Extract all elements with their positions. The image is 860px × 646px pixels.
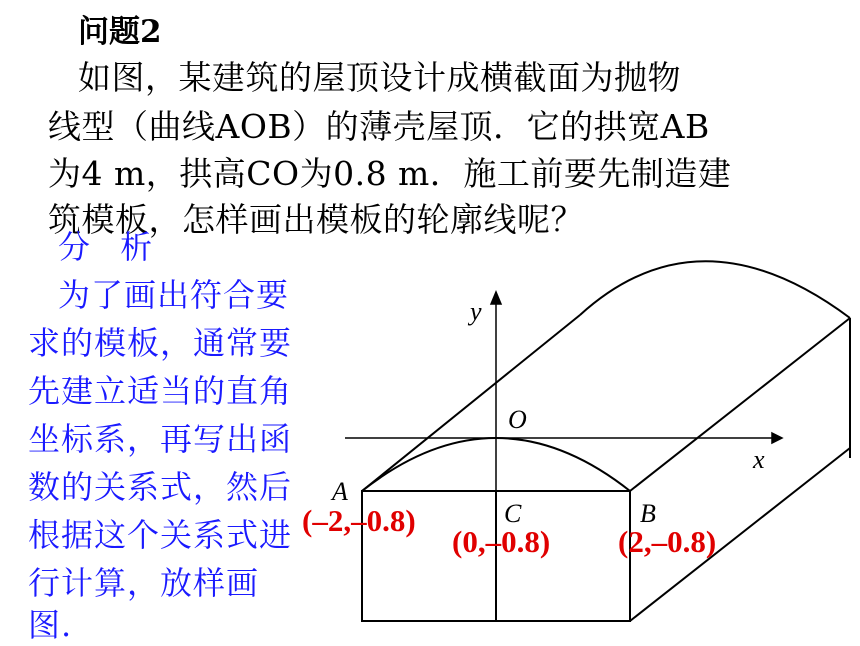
point-label-c: C xyxy=(504,499,522,528)
axis-label-x: x xyxy=(753,445,765,474)
analysis-line-7: 行计算，放样画 xyxy=(28,564,260,602)
analysis-line-4: 坐标系，再写出函 xyxy=(28,420,293,458)
analysis-line-5: 数的关系式，然后 xyxy=(28,468,293,506)
analysis-line-2: 求的模板，通常要 xyxy=(28,324,293,362)
analysis-line-8: 图. xyxy=(28,606,73,644)
analysis-line-3: 先建立适当的直角 xyxy=(28,372,293,410)
analysis-line-1: 为了画出符合要 xyxy=(58,276,290,314)
question-line-4: 筑模板，怎样画出模板的轮廓线呢？ xyxy=(48,200,584,239)
y-axis-arrow xyxy=(491,292,501,304)
analysis-line-6: 根据这个关系式进 xyxy=(28,516,293,554)
point-label-b: B xyxy=(640,499,656,528)
question-line-1: 如图，某建筑的屋顶设计成横截面为抛物 xyxy=(78,58,681,97)
question-line-3: 为4 m，拱高CO为0.8 m．施工前要先制造建 xyxy=(48,154,732,193)
analysis-heading: 分 析 xyxy=(58,228,163,266)
coordinate-a: (–2,–0.8) xyxy=(302,503,416,538)
axis-label-y: y xyxy=(470,297,482,326)
point-label-o: O xyxy=(508,405,527,434)
far-arch xyxy=(580,261,850,318)
roof-left-edge xyxy=(362,315,580,491)
roof-right-edge xyxy=(630,318,850,491)
point-label-a: A xyxy=(332,477,348,506)
question-title: 问题2 xyxy=(78,14,162,50)
coordinate-b: (2,–0.8) xyxy=(618,524,717,559)
coordinate-c: (0,–0.8) xyxy=(452,524,551,559)
x-axis-arrow xyxy=(772,433,782,443)
question-line-2: 线型（曲线AOB）的薄壳屋顶．它的拱宽AB xyxy=(48,107,710,146)
